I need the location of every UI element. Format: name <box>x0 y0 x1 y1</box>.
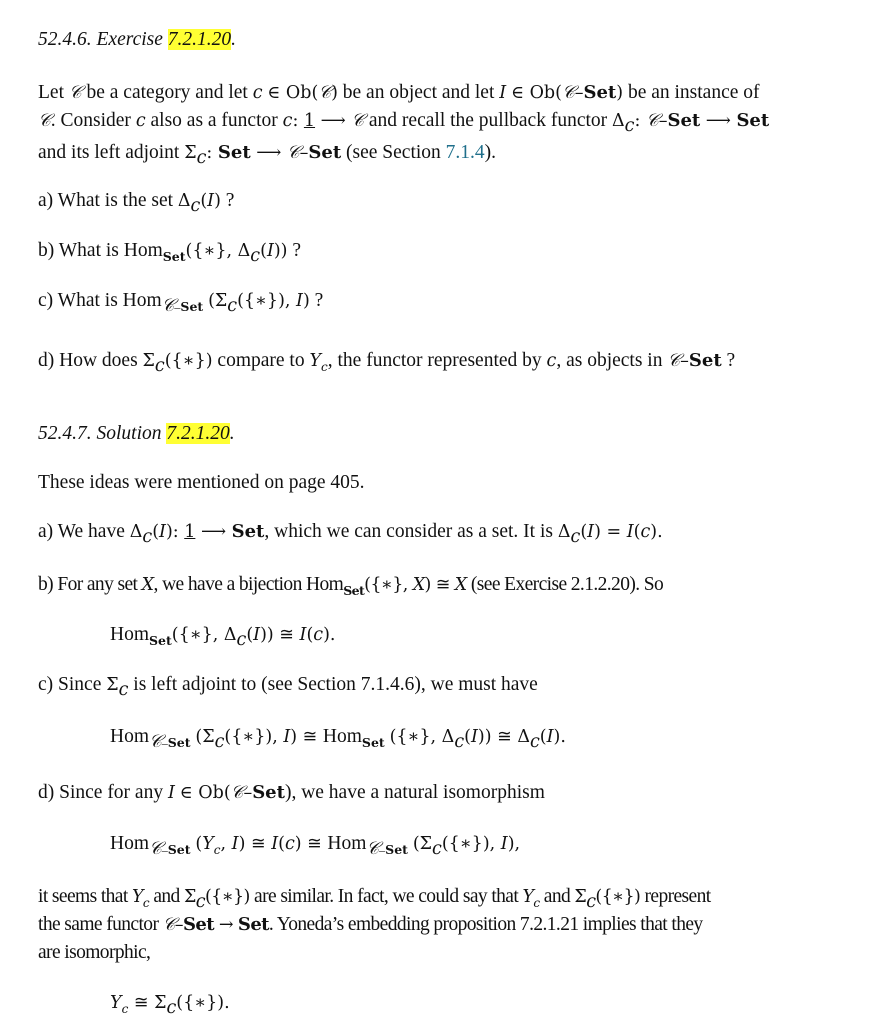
solution-c-display: Hom$_{𝒞-Set}$ ($\Sigma_c(\{∗\})$, I) ≅ Hom$_{Set}$ ({∗}, $\Delta_c(I)$) ≅ $\Delta_c(I)$. <box>110 726 566 752</box>
exercise-heading: 52.4.6. Exercise 7.2.1.20. <box>38 29 237 50</box>
solution-a: a) We have $\Delta_c(I)$: 1 ⟶ Set, which we can consider as a set. It is $\Delta_c(I) = I(c)$. <box>38 521 663 547</box>
solution-ref-link[interactable]: 7.2.1.20 <box>166 423 230 444</box>
solution-heading: 52.4.7. Solution 7.2.1.20. <box>38 423 235 444</box>
question-d: d) How does $\Sigma_c(\{∗\})$ compare to $Y_c$, the functor represented by c, as objects in 𝒞–Set ? <box>38 350 736 376</box>
solution-c-text: c) Since $\Sigma_c$ is left adjoint to (see Section 7.1.4.6), we must have <box>38 674 538 700</box>
section-link[interactable]: 7.1.4 <box>445 142 485 163</box>
conclusion-line-1: it seems that $Y_c$ and $\Sigma_c(\{∗\})$ are similar. In fact, we could say that $Y_c$ and $\Sigma_c(\{∗\})$ represent <box>38 886 711 912</box>
exercise-intro-line-1: Let 𝒞 be a category and let c ∈ Ob(𝒞) be an object and let I ∈ Ob(𝒞–Set) be an instance of <box>38 82 760 103</box>
question-a: a) What is the set $\Delta_c(I)$ ? <box>38 190 235 216</box>
conclusion-line-2: the same functor 𝒞–Set → Set. Yoneda’s embedding proposition 7.2.1.21 implies that they <box>38 914 703 935</box>
exercise-ref-link[interactable]: 7.2.1.20 <box>167 29 232 50</box>
exercise-intro-line-3: and its left adjoint $\Sigma_c$: Set ⟶ 𝒞–Set (see Section 7.1.4). <box>38 142 497 168</box>
exercise-intro-line-2: 𝒞. Consider c also as a functor c: 1 ⟶ 𝒞 and recall the pullback functor $\Delta_c$: 𝒞–Set ⟶ Set <box>38 110 770 136</box>
solution-d-text: d) Since for any I ∈ Ob(𝒞–Set), we have a natural isomorphism <box>38 782 545 803</box>
solution-b-display: Hom$_{Set}$({∗}, $\Delta_c(I)$) ≅ I(c). <box>110 624 336 650</box>
solution-d-display: Hom$_{𝒞-Set}$ ($Y_c$, I) ≅ I(c) ≅ Hom$_{𝒞-Set}$ ($\Sigma_c(\{∗\})$, I), <box>110 833 521 859</box>
exercise-word: Exercise <box>96 29 163 50</box>
solution-intro: These ideas were mentioned on page 405. <box>38 472 365 493</box>
solution-number: 52.4.7. <box>38 423 92 444</box>
solution-b-text: b) For any set X, we have a bijection Hom$_{Set}$({∗}, X) ≅ X (see Exercise 2.1.2.20). So <box>38 574 664 598</box>
solution-word: Solution <box>96 423 162 444</box>
question-b: b) What is Hom$_{Set}$({∗}, $\Delta_c(I)$) ? <box>38 240 302 266</box>
exercise-number: 52.4.6. <box>38 29 92 50</box>
question-c: c) What is Hom$_{𝒞-Set}$ ($\Sigma_c(\{∗\})$, I) ? <box>38 290 324 316</box>
conclusion-line-3: are isomorphic, <box>38 942 151 963</box>
final-display: $Y_c$ ≅ $\Sigma_c(\{∗\})$. <box>110 993 230 1018</box>
